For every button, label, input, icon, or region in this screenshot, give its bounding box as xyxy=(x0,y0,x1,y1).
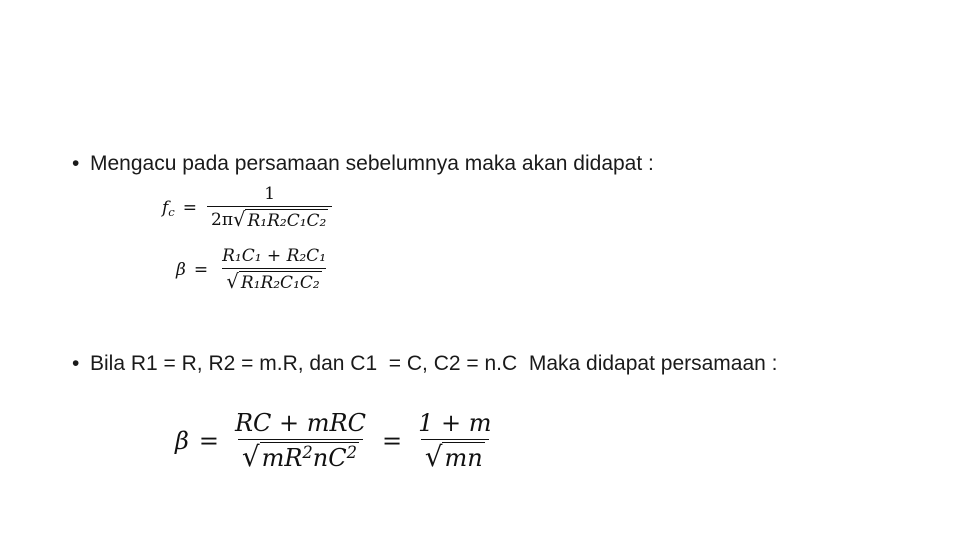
quality-factor-equation xyxy=(176,246,332,293)
bullet-marker: • xyxy=(72,152,80,175)
numerator: R₁C₁ + R₂C₁ xyxy=(222,246,327,266)
equals-sign-2: = xyxy=(381,426,403,455)
fraction-1 xyxy=(231,409,370,472)
numerator: RC + mRC xyxy=(234,409,366,437)
denominator xyxy=(222,268,325,293)
square-root: √ mn xyxy=(424,440,483,473)
square-root: √ R₁R₂C₁C₂ xyxy=(233,208,327,231)
bullet-point-2 xyxy=(72,351,778,377)
bullet-marker: • xyxy=(72,352,80,375)
bullet-text: Bila R1 = R, R2 = m.R, dan C1 = C, C2 = n.C Maka didapat persamaan : xyxy=(90,352,778,375)
cutoff-frequency-equation xyxy=(162,184,334,231)
numerator: 1 xyxy=(264,184,276,204)
square-root: √ R₁R₂C₁C₂ xyxy=(226,270,320,293)
equation-lhs: β xyxy=(175,426,189,455)
square-root: √ $mR^2nC^2$ xyxy=(241,440,357,473)
fraction xyxy=(207,184,332,231)
fraction-2 xyxy=(414,409,495,472)
equals-sign: = xyxy=(198,426,219,455)
equation-lhs: $f_c$ xyxy=(162,197,175,219)
equation-lhs: β xyxy=(176,259,186,280)
denominator xyxy=(238,439,363,472)
equals-sign: = xyxy=(182,197,198,218)
bullet-text: Mengacu pada persamaan sebelumnya maka akan didapat : xyxy=(90,152,654,175)
numerator: 1 + m xyxy=(418,409,492,437)
denominator: 2π √ R₁R₂C₁C₂ xyxy=(207,206,332,231)
denominator xyxy=(421,439,489,472)
bullet-point-1 xyxy=(72,151,654,177)
simplified-quality-factor-equation xyxy=(175,409,498,472)
equals-sign: = xyxy=(193,259,209,280)
fraction xyxy=(218,246,330,293)
